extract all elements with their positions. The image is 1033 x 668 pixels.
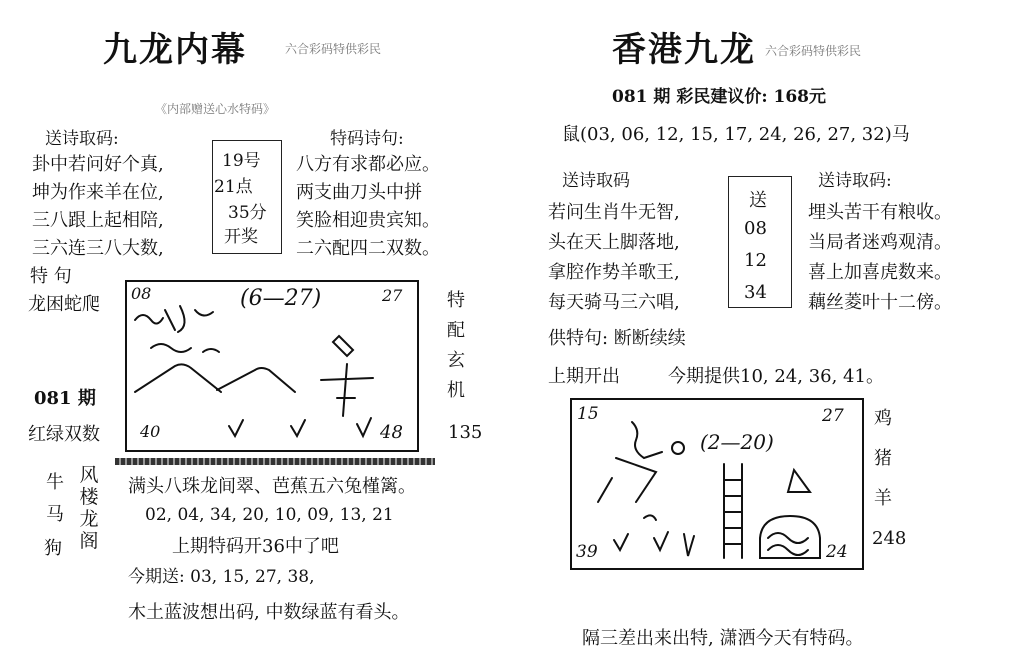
right-side-char: 鸡: [874, 408, 892, 429]
special-line: 二六配四二双数。: [296, 238, 440, 259]
animal-label: 马: [46, 504, 64, 525]
draw-time-label: 开奖: [224, 227, 258, 247]
left-sketch-tr: 27: [382, 286, 403, 305]
left-sketch-bird: [151, 344, 191, 352]
right-subtitle: 六合彩码特供彩民: [765, 44, 862, 58]
left-footer: 木土蓝波想出码, 中数绿蓝有看头。: [128, 602, 410, 623]
left-poem-line: 坤为作来羊在位,: [32, 182, 164, 203]
brand-char: 楼: [79, 486, 99, 508]
right-sketch-center: (2—20): [700, 430, 774, 454]
left-poem-line: 三八跟上起相陪,: [32, 210, 164, 231]
right-side-char: 羊: [874, 488, 892, 509]
right-poem-right-line: 藕丝菱叶十二傍。: [808, 292, 952, 313]
right-this-period: 今期提供10, 24, 36, 41。: [668, 366, 884, 387]
right-sketch-figure: [644, 515, 656, 520]
right-poem-right-line: 当局者迷鸡观清。: [808, 232, 952, 253]
left-last-hit: 上期特码开36中了吧: [172, 536, 339, 557]
left-poem-line: 三六连三八大数,: [32, 238, 164, 259]
right-side-char: 猪: [874, 448, 892, 469]
brand-char: 阁: [79, 530, 99, 552]
left-title: 九龙内幕: [103, 30, 247, 70]
right-title: 香港九龙: [612, 30, 756, 70]
right-sketch-ladder: [724, 464, 742, 558]
right-poem-left-line: 拿腔作势羊歌王,: [548, 262, 680, 283]
right-period-line: 081 期 彩民建议价: 168元: [612, 87, 827, 107]
right-sketch-tl: 15: [577, 404, 599, 424]
left-sketch-br: 48: [380, 422, 403, 443]
right-sketch-basket: [768, 533, 808, 555]
left-sketch-mark: [165, 306, 213, 332]
left-poem-line: 卦中若问好个真,: [32, 154, 164, 175]
draw-time-hour: 21点: [214, 177, 253, 197]
left-sketch-cross: [321, 364, 373, 416]
left-poem2: 满头八珠龙间翠、芭蕉五六兔槿篱。: [128, 476, 416, 497]
special-phrase-text: 龙困蛇爬: [28, 294, 100, 315]
brand-char: 龙: [79, 508, 99, 530]
right-poem-left-line: 每天骑马三六唱,: [548, 292, 680, 313]
right-special-phrase: 供特句: 断断续续: [548, 328, 686, 349]
right-sketch-figure: [616, 458, 656, 502]
right-poem-left-line: 头在天上脚落地,: [548, 232, 680, 253]
special-header: 特码诗句:: [330, 129, 404, 149]
left-sketch-bird: [203, 349, 219, 352]
right-poem-right-line: 埋头苦干有粮收。: [808, 202, 952, 223]
left-noise-strip: [115, 458, 435, 465]
left-sketch-mountain: [217, 368, 295, 392]
left-side-char: 机: [447, 380, 465, 401]
right-sketch-figure: [672, 442, 684, 454]
right-footer: 隔三差出来出特, 潇洒今天有特码。: [582, 628, 864, 649]
left-subtitle: 六合彩码特供彩民: [285, 42, 382, 56]
left-numbers: 02, 04, 34, 20, 10, 09, 13, 21: [145, 505, 394, 525]
left-sketch-drawing: [125, 280, 415, 448]
left-side-number: 135: [448, 422, 483, 443]
special-line: 笑脸相迎贵宾知。: [296, 210, 440, 231]
animal-label: 牛: [46, 472, 64, 493]
left-poem-header: 送诗取码:: [45, 129, 119, 149]
right-poem-left-line: 若问生肖牛无智,: [548, 202, 680, 223]
left-today-send: 今期送: 03, 15, 27, 38,: [128, 567, 315, 587]
brand-char: 风: [79, 464, 99, 486]
left-sketch-mountain: [135, 364, 221, 392]
right-side-number: 248: [872, 528, 907, 549]
right-send-number: 12: [744, 250, 767, 271]
left-sketch-center: (6—27): [240, 286, 322, 311]
right-sketch-triangle: [788, 470, 810, 492]
left-sketch-checkmark: [229, 418, 371, 436]
left-sketch-tl: 08: [131, 284, 152, 303]
left-sketch-stroke: [333, 336, 353, 356]
left-period: 081 期: [34, 388, 96, 409]
animal-label: 狗: [44, 538, 62, 559]
left-side-char: 玄: [447, 350, 465, 371]
right-send-number: 08: [744, 218, 767, 239]
draw-time-date: 19号: [222, 151, 261, 171]
special-line: 八方有求都必应。: [296, 154, 440, 175]
right-last-period: 上期开出: [548, 366, 620, 387]
right-send-number: 34: [744, 282, 767, 303]
left-sketch-bl: 40: [140, 422, 161, 441]
left-side-char: 配: [447, 320, 465, 341]
right-sketch-tr: 27: [822, 406, 844, 426]
right-send-label: 送: [749, 190, 767, 211]
special-phrase-label: 特 句: [30, 266, 72, 287]
right-sketch-figure: [632, 422, 662, 458]
left-side-char: 特: [447, 290, 465, 311]
draw-time-minute: 35分: [228, 203, 267, 223]
special-line: 两支曲刀头中拼: [296, 182, 422, 203]
right-sketch-figure: [598, 478, 612, 502]
right-poem-header-left: 送诗取码: [562, 171, 630, 191]
right-sketch-bl: 39: [576, 542, 598, 562]
right-poem-right-line: 喜上加喜虎数来。: [808, 262, 952, 283]
right-sketch-br: 24: [826, 542, 848, 562]
left-quote: 《内部赠送心水特码》: [155, 102, 276, 116]
left-sketch-mark: [135, 315, 163, 324]
right-sketch-drawing: [570, 398, 860, 566]
left-color-label: 红绿双数: [28, 424, 100, 445]
right-rat-line: 鼠(03, 06, 12, 15, 17, 24, 26, 27, 32)马: [562, 124, 910, 145]
right-poem-header-right: 送诗取码:: [818, 171, 892, 191]
right-sketch-checkmark: [614, 532, 694, 556]
